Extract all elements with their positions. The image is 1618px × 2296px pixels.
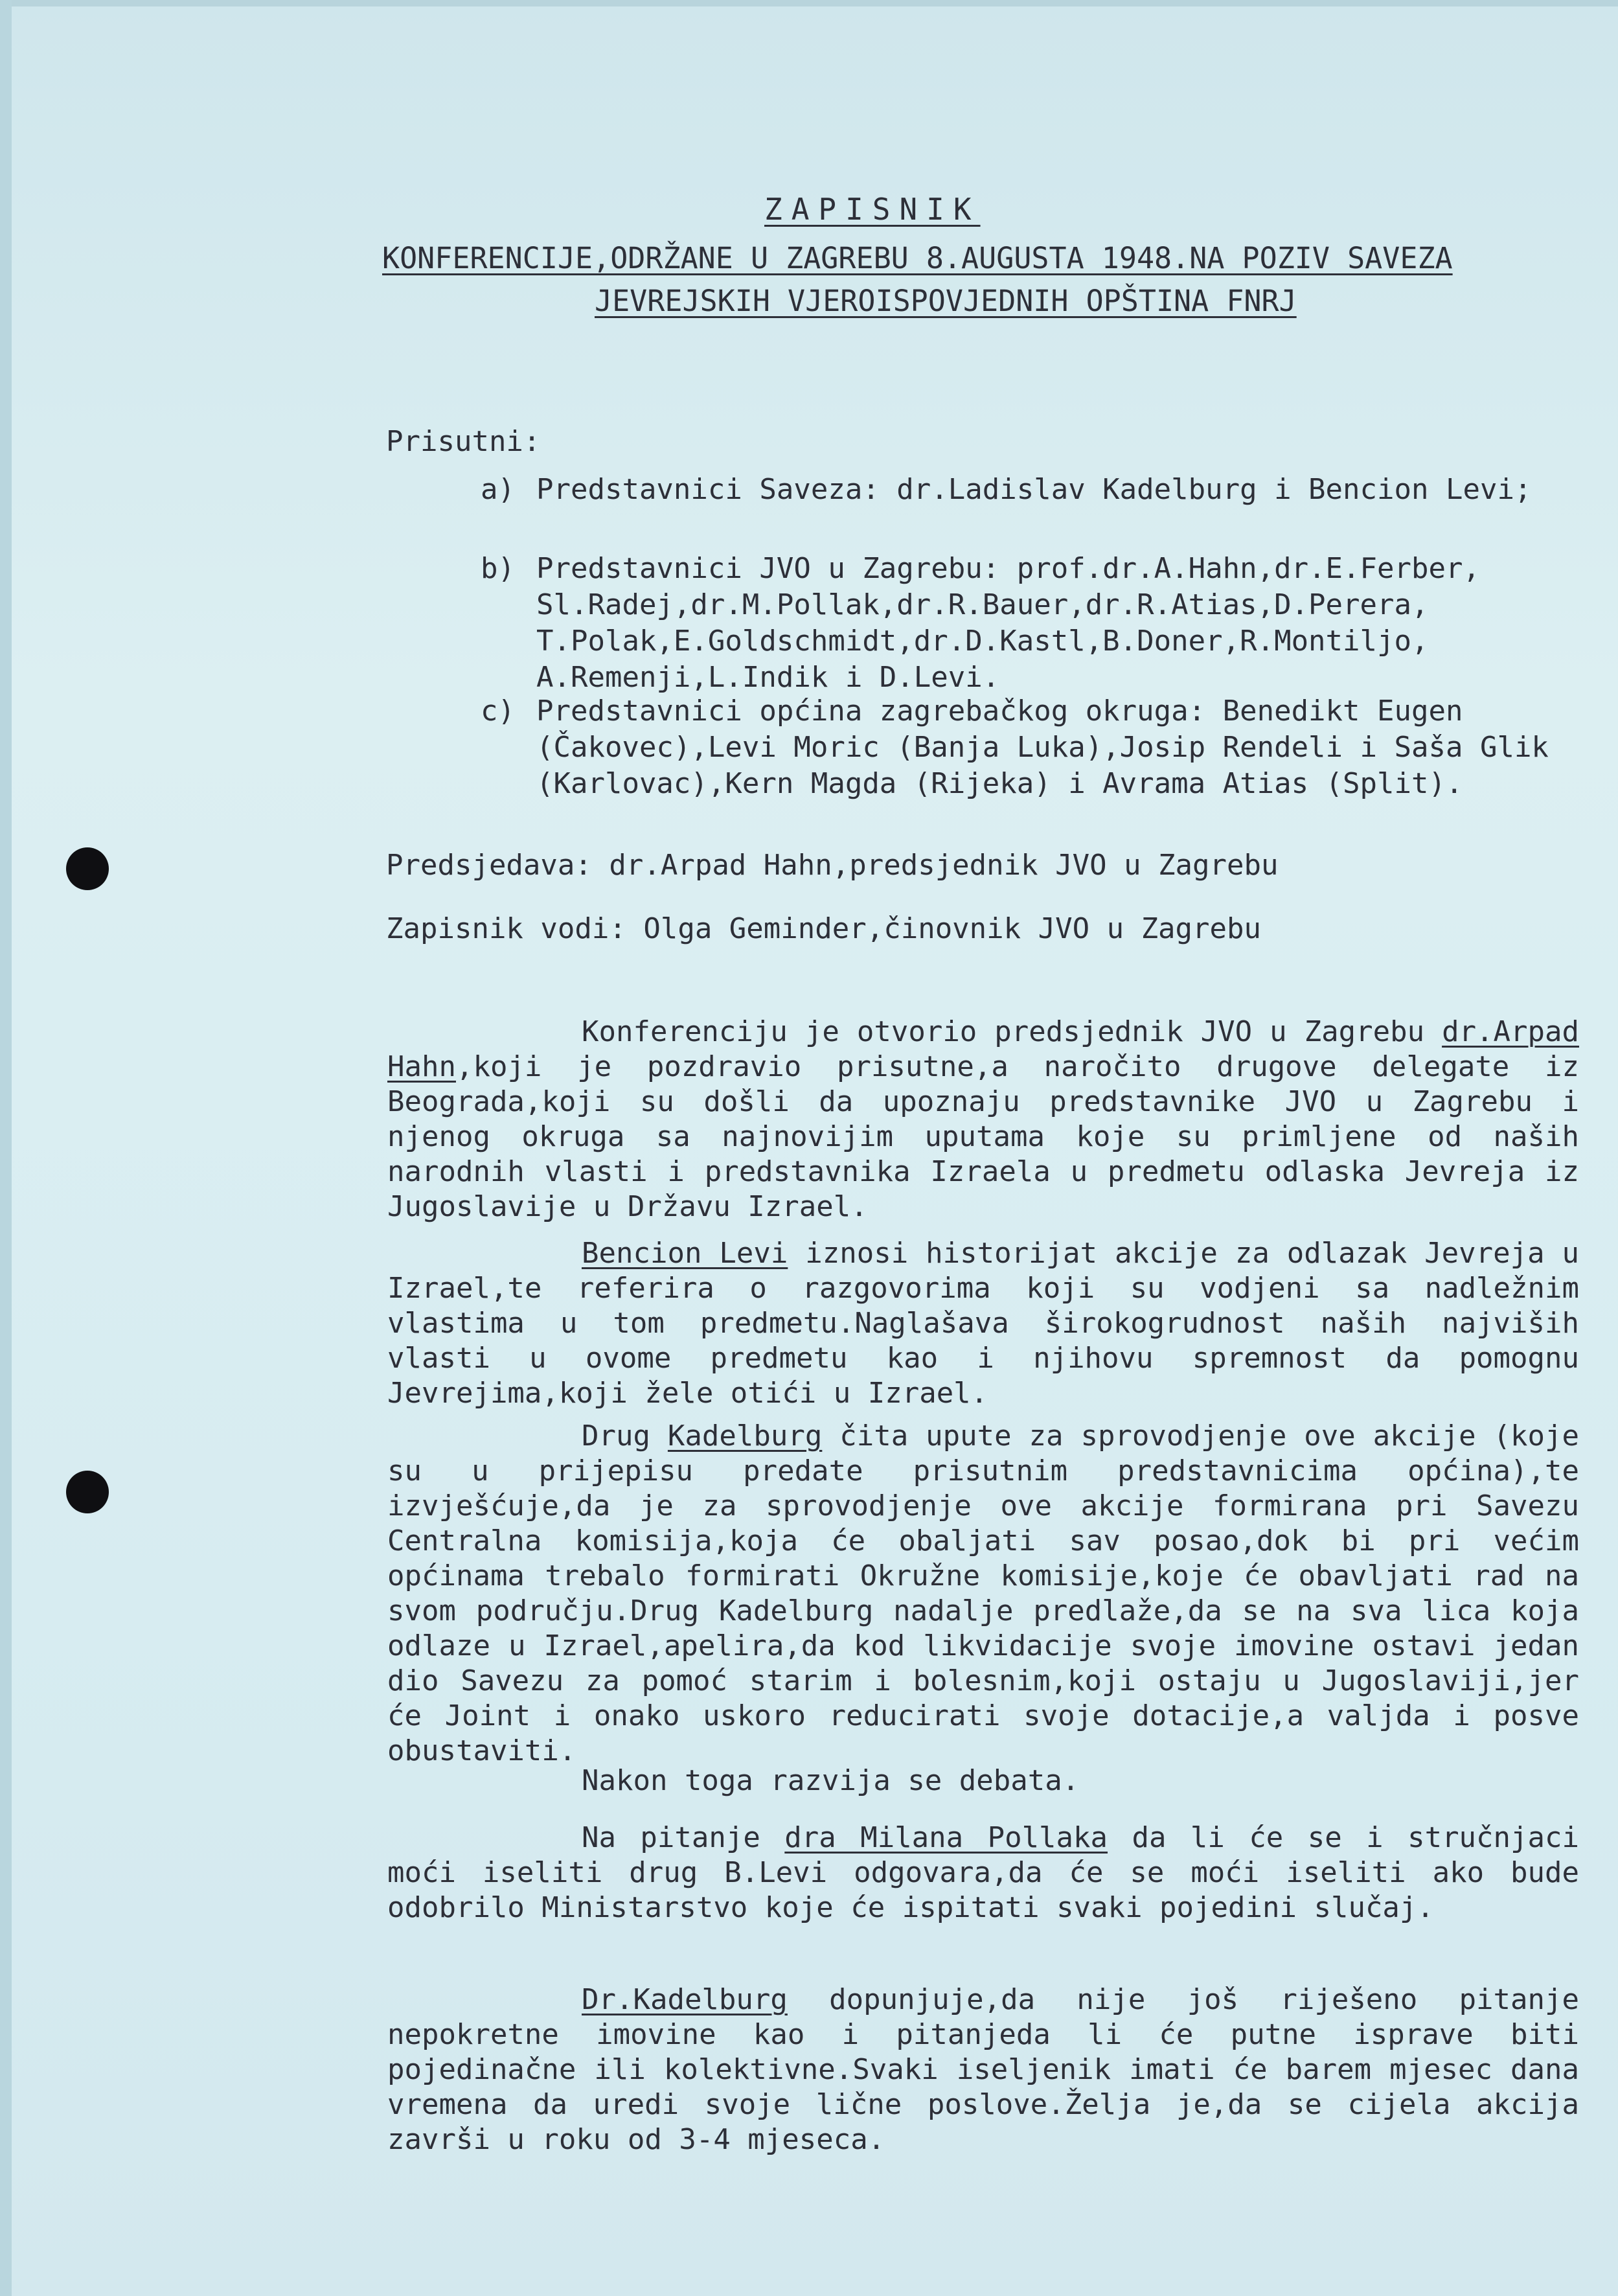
person-name: Dr.Kadelburg <box>582 1983 788 2016</box>
paragraph-kadelburg: Drug Kadelburg čita upute za sprovodjenje ove akcije (koje su u prijepisu predate prisutnim predstavnicima općina),te izvješćuje,da je za sprovodjenje ove akcije formirana pri Savezu Centralna komisija,koja će obaljati sav posao,dok bi pri većim općinama trebalo formirati Okružne komisije,koje će obavljati rad na svom području.Drug Kadelburg nadalje predlaže,da se na sva lica koja odlaze u Izrael,apelira,da kod likvidacije svoje imovine ostavi jedan dio Savezu za pomoć starim i bolesnim,koji ostaju u Jugoslaviji,jer će Joint i onako uskoro reducirati svoje dotacije,a valjda i posve obustaviti. <box>387 1419 1580 1767</box>
attendees-label: Prisutni: <box>386 425 541 458</box>
recorder-line: Zapisnik vodi: Olga Geminder,činovnik JVO u Zagrebu <box>386 912 1262 945</box>
attendee-item-text: Predstavnici JVO u Zagrebu: prof.dr.A.Hahn,dr.E.Ferber, Sl.Radej,dr.M.Pollak,dr.R.Bauer,dr.R.Atias,D.Perera, T.Polak,E.Goldschmidt,dr.D.Kastl,B.Doner,R.Montiljo, A.Remenji,L.Indik i D.Levi. <box>536 552 1480 694</box>
punch-hole-upper <box>66 847 109 890</box>
page-left-edge <box>0 0 12 2296</box>
paragraph-debate: Nakon toga razvija se debata. <box>582 1764 1080 1797</box>
attendee-item-b <box>481 551 1599 696</box>
person-name: Kadelburg <box>667 1419 823 1452</box>
chair-line: Predsjedava: dr.Arpad Hahn,predsjednik JVO u Zagrebu <box>386 849 1279 882</box>
attendee-item-marker: b) <box>481 552 515 585</box>
person-name: Bencion Levi <box>582 1237 788 1270</box>
attendee-item-text: Predstavnici Saveza: dr.Ladislav Kadelburg i Bencion Levi; <box>536 473 1532 506</box>
document-subtitle-line2: JEVREJSKIH VJEROISPOVJEDNIH OPŠTINA FNRJ <box>595 284 1297 318</box>
document-subtitle-line1: KONFERENCIJE,ODRŽANE U ZAGREBU 8.AUGUSTA 1948.NA POZIV SAVEZA <box>382 241 1453 275</box>
person-name: dra Milana Pollaka <box>784 1821 1108 1854</box>
attendee-item-marker: a) <box>481 473 515 506</box>
attendee-item-a <box>481 472 1599 508</box>
paragraph-dr-kadelburg: Dr.Kadelburg dopunjuje,da nije još riješeno pitanje nepokretne imovine kao i pitanjeda li će putne isprave biti pojedinačne ili kolektivne.Svaki iseljenik imati će barem mjesec dana vremena da uredi svoje lične poslove.Želja je,da se cijela akcija završi u roku od 3-4 mjeseca. <box>387 1983 1579 2156</box>
document-title: ZAPISNIK <box>764 192 981 227</box>
attendee-item-c <box>481 693 1599 802</box>
paragraph-pollak: Na pitanje dra Milana Pollaka da li će se i stručnjaci moći iseliti drug B.Levi odgovara,da će se moći iseliti ako bude odobrilo Ministarstvo koje će ispitati svaki pojedini slučaj. <box>387 1821 1579 1924</box>
page-top-edge <box>0 0 1618 6</box>
paragraph-levi: Bencion Levi iznosi historijat akcije za odlazak Jevreja u Izrael,te referira o razgovorima koji su vodjeni sa nadležnim vlastima u tom predmetu.Naglašava širokogrudnost naših najviših vlasti u ovome predmetu kao i njihovu spremnost da pomognu Jevrejima,koji žele otići u Izrael. <box>387 1237 1579 1410</box>
attendee-item-marker: c) <box>481 695 515 728</box>
punch-hole-lower <box>66 1471 109 1513</box>
attendee-item-text: Predstavnici općina zagrebačkog okruga: Benedikt Eugen (Čakovec),Levi Moric (Banja Luka),Josip Rendeli i Saša Glik (Karlovac),Kern Magda (Rijeka) i Avrama Atias (Split). <box>536 695 1549 800</box>
person-name: dr.Arpad Hahn <box>387 1015 1579 1083</box>
paragraph-opening: Konferenciju je otvorio predsjednik JVO u Zagrebu dr.Arpad Hahn,koji je pozdravio prisutne,a naročito drugove delegate iz Beograda,koji su došli da upoznaju predstavnike JVO u Zagrebu i njenog okruga sa najnovijim uputama koje su primljene od naših narodnih vlasti i predstavnika Izraela u predmetu odlaska Jevreja iz Jugoslavije u Državu Izrael. <box>387 1015 1579 1223</box>
